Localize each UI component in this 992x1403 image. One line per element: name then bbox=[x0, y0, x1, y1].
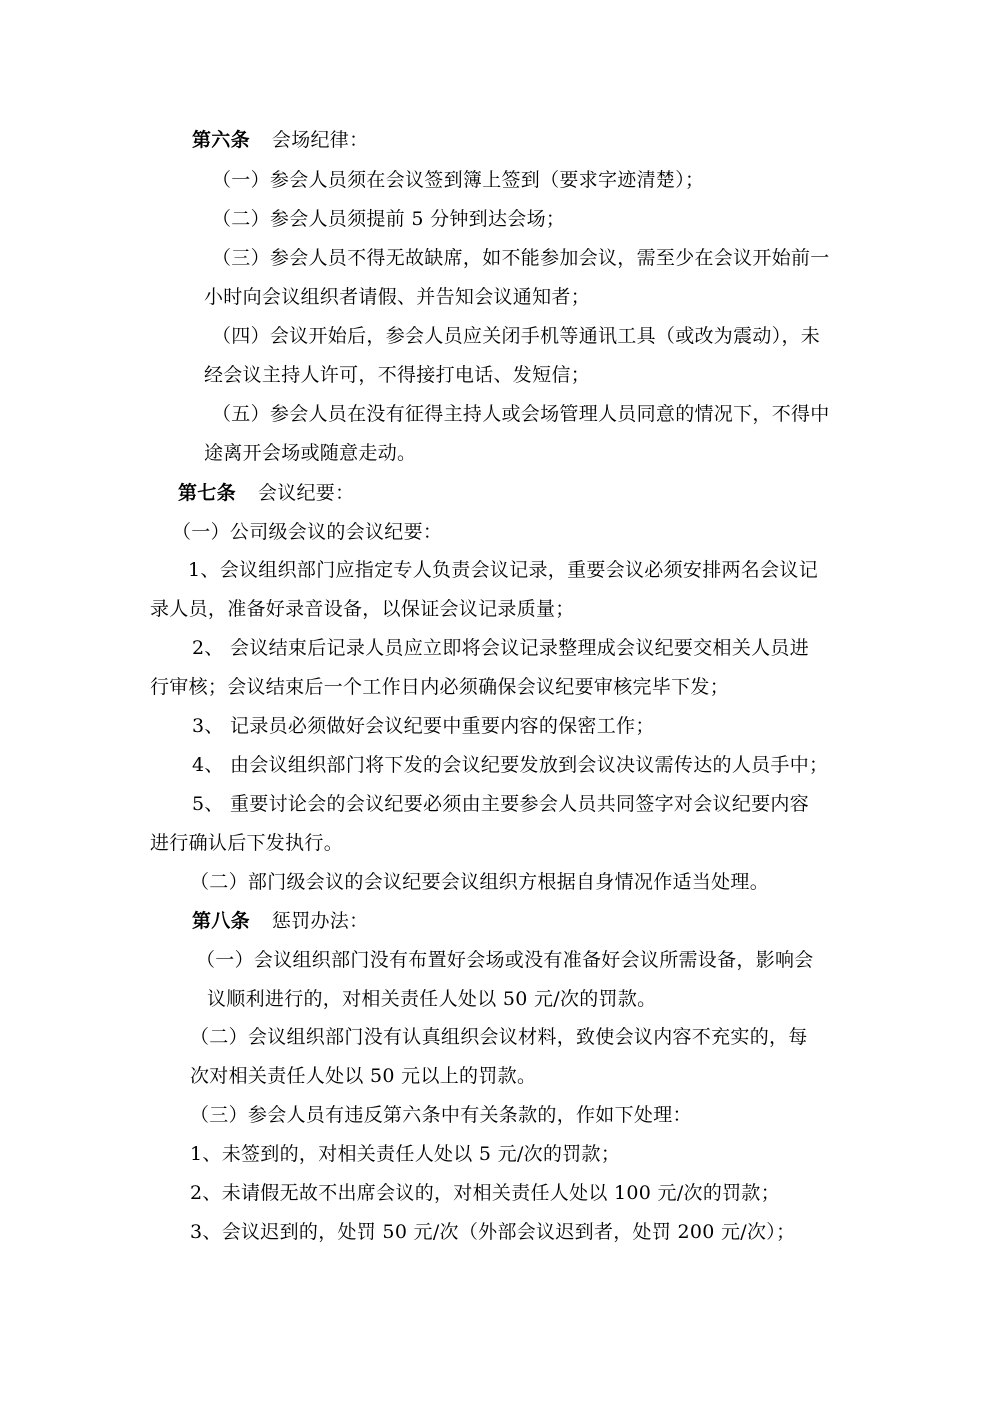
article-6-item: （二）参会人员须提前 5 分钟到达会场； bbox=[212, 208, 566, 230]
article-6-item: （五）参会人员在没有征得主持人或会场管理人员同意的情况下，不得中 bbox=[212, 403, 830, 425]
article-7-label: 第七条 bbox=[178, 482, 236, 504]
article-7-item: 行审核；会议结束后一个工作日内必须确保会议纪要审核完毕下发； bbox=[150, 676, 730, 698]
article-6-item: （一）参会人员须在会议签到簿上签到（要求字迹清楚）； bbox=[212, 169, 705, 191]
article-7-item: 4、 由会议组织部门将下发的会议纪要发放到会议决议需传达的人员手中； bbox=[192, 754, 829, 776]
article-8-title: 惩罚办法： bbox=[271, 910, 369, 932]
article-8-label: 第八条 bbox=[192, 910, 250, 932]
article-7-item: 进行确认后下发执行。 bbox=[150, 832, 344, 854]
article-7-item: 2、 会议结束后记录人员应立即将会议记录整理成会议纪要交相关人员进 bbox=[192, 637, 810, 659]
article-7-item: 1、会议组织部门应指定专人负责会议记录，重要会议必须安排两名会议记 bbox=[188, 559, 818, 581]
article-8-item: 3、会议迟到的，处罚 50 元/次（外部会议迟到者，处罚 200 元/次）； bbox=[190, 1221, 796, 1243]
article-7-heading bbox=[178, 481, 354, 505]
article-8-item: 次对相关责任人处以 50 元以上的罚款。 bbox=[190, 1065, 537, 1087]
article-8-item: 议顺利进行的，对相关责任人处以 50 元/次的罚款。 bbox=[207, 988, 657, 1010]
article-6-label: 第六条 bbox=[192, 129, 250, 151]
article-6-item: （三）参会人员不得无故缺席，如不能参加会议，需至少在会议开始前一 bbox=[212, 247, 830, 269]
article-7-item: 5、 重要讨论会的会议纪要必须由主要参会人员共同签字对会议纪要内容 bbox=[192, 793, 810, 815]
article-7-item: （一）公司级会议的会议纪要： bbox=[172, 521, 443, 543]
article-8-item: （二）会议组织部门没有认真组织会议材料，致使会议内容不充实的，每 bbox=[190, 1026, 808, 1048]
article-7-item: （二）部门级会议的会议纪要会议组织方根据自身情况作适当处理。 bbox=[190, 871, 770, 893]
article-7-item: 录人员，准备好录音设备，以保证会议记录质量； bbox=[150, 598, 575, 620]
article-8-item: （三）参会人员有违反第六条中有关条款的，作如下处理： bbox=[190, 1104, 692, 1126]
article-6-item: 小时向会议组织者请假、并告知会议通知者； bbox=[204, 286, 591, 308]
article-8-item: 2、未请假无故不出席会议的，对相关责任人处以 100 元/次的罚款； bbox=[190, 1182, 781, 1204]
article-7-title: 会议纪要： bbox=[257, 482, 355, 504]
article-6-item: 途离开会场或随意走动。 bbox=[204, 442, 417, 464]
article-6-title: 会场纪律： bbox=[271, 129, 369, 151]
article-6-item: 经会议主持人许可，不得接打电话、发短信； bbox=[204, 364, 591, 386]
article-8-heading bbox=[192, 909, 368, 933]
article-6-heading bbox=[192, 128, 368, 152]
article-6-item: （四）会议开始后，参会人员应关闭手机等通讯工具（或改为震动），未 bbox=[212, 325, 821, 347]
article-8-item: 1、未签到的，对相关责任人处以 5 元/次的罚款； bbox=[190, 1143, 621, 1165]
article-8-item: （一）会议组织部门没有布置好会场或没有准备好会议所需设备，影响会 bbox=[196, 949, 814, 971]
article-7-item: 3、 记录员必须做好会议纪要中重要内容的保密工作； bbox=[192, 715, 655, 737]
